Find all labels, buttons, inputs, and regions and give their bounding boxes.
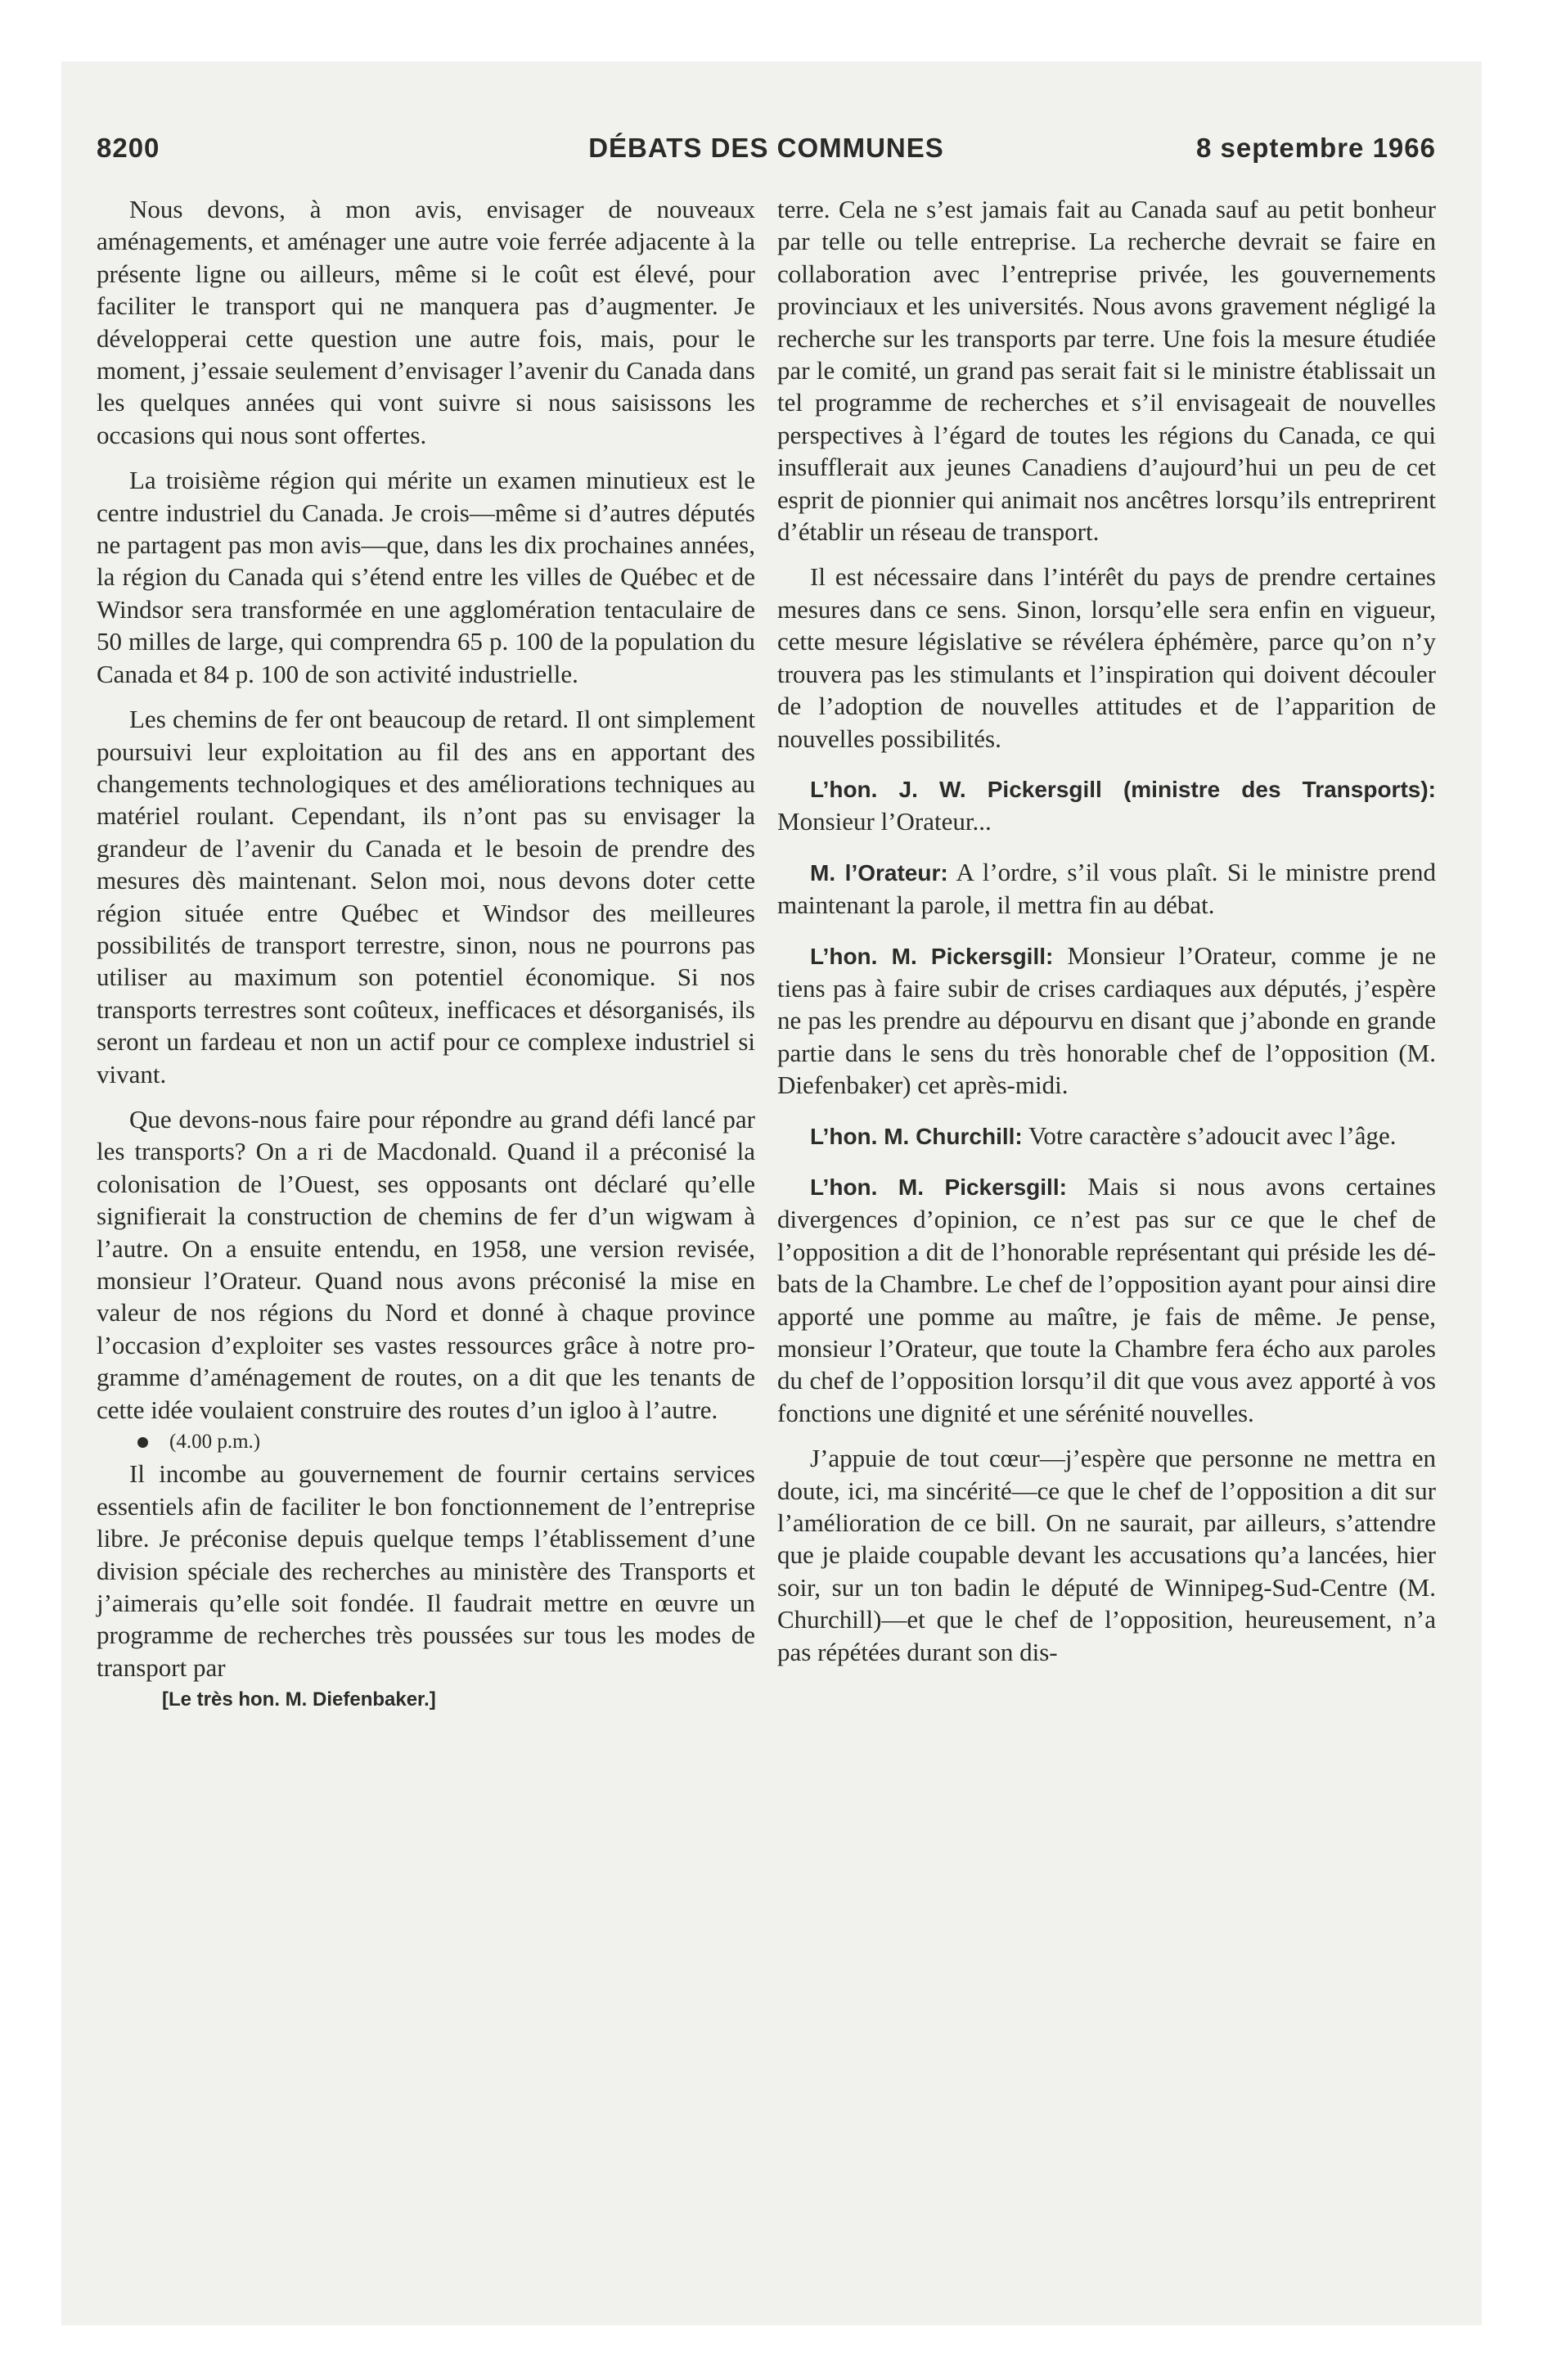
paragraph: J’appuie de tout cœur—j’espère que personne ne mettra en doute, ici, ma sincérité—ce que le chef de l’opposition a dit sur l’amélioration de ce bill. On ne saurait, par ailleurs, s’attendre que je plaide coupable devant les accusations qu’a lancées, hier soir, sur un ton badin le député de Winnipeg-Sud-Centre (M. Churchill)—et que le chef de l’opposition, heureusement, n’a pas répétées durant son dis- [777,1444,1436,1666]
speaker-name: L’hon. M. Pickersgill: [810,1174,1067,1200]
speech-text: Monsieur l’Orateur, comme je ne tiens pas à faire subir de crises cardiaques aux députés, j’espère ne pas les prendre au dépourvu en disant que j’abonde en grande partie dans le sens du très honorable chef de l’opposition (M. Diefenbaker) cet après-midi. [777,940,1437,1100]
speech [777,856,1436,922]
bullet-icon [137,1437,148,1448]
speech-text: A l’ordre, s’il vous plaît. Si le ministre prend maintenant la parole, il mettra fin au débat. [777,857,1436,920]
publication-date: 8 septembre 1966 [1195,133,1436,163]
page-number: 8200 [97,133,160,163]
paragraph: terre. Cela ne s’est jamais fait au Canada sauf au petit bonheur par telle ou telle entreprise. La recherche devrait se faire en collaboration avec l’entreprise privée, les gouvernements provinciaux et les universités. Nous avons gravement négligé la recherche sur les transports par terre. Une fois la mesure étudiée par le comité, un grand pas serait fait si le ministre établissait un tel programme de recherches et s’il envisageait de nouvelles perspectives à l’égard de toutes les régions du Canada, ce qui insufflerait aux jeunes Canadiens d’aujourd’hui un peu de cet esprit de pionnier qui animait nos ancêtres lorsqu’ils entreprirent d’établir un réseau de transport. [777,195,1436,547]
speech-text: Monsieur l’Orateur... [777,807,992,836]
paragraph: Nous devons, à mon avis, envisager de nouveaux aménagements, et aménager une autre voie ferrée adjacente à la présente ligne ou ailleurs, même si le coût est élevé, pour faciliter le transport qui ne manquera pas d’augmenter. Je développerai cette question une autre fois, mais, pour le moment, j’essaie seulement d’envisager l’avenir du Canada dans les quelques années qui vont suivre si nous saisissons les occasions qui nous sont offertes. [97,195,755,449]
speech-text: Votre caractère s’adoucit avec l’âge. [1028,1120,1397,1150]
speaker-name: M. l’Orateur: [810,859,948,886]
left-column [97,193,755,1716]
speech [777,1170,1436,1429]
speaker-name: L’hon. J. W. Pickersgill (ministre des Transports): [810,776,1436,802]
time-marker [97,1426,755,1458]
publication-title: DÉBATS DES COMMUNES [588,133,944,163]
time-label: (4.00 p.m.) [169,1431,261,1454]
paragraph: Il est nécessaire dans l’intérêt du pays de prendre certaines mesures dans ce sens. Sinon, lorsqu’elle sera enfin en vigueur, cette mesure législative se révélera éphémère, parce qu’on n’y trouvera pas les stimulants et l’inspiration qui doivent découler de l’adoption de nouvelles attitudes et de l’apparition de nouvelles possibilités. [777,562,1436,753]
speaker-name: L’hon. M. Pickersgill: [810,943,1054,969]
speaker-attribution: [Le très hon. M. Diefenbaker.] [162,1688,436,1711]
speech [777,1120,1436,1152]
paragraph: Il incombe au gouvernement de fournir certains services essentiels afin de faciliter le bon fonctionnement de l’entreprise libre. Je préconise depuis quelque temps l’établissement d’une division spéciale des recherches au ministère des Transports et j’aimerais qu’elle soit fondée. Il faudrait mettre en œuvre un programme de recherches très poussées sur tous les modes de transport par [97,1459,755,1682]
paragraph: La troisième région qui mérite un examen minutieux est le centre industriel du Canada. Je crois—même si d’autres députés ne partagent pas mon avis—que, dans les dix prochaines années, la région du Canada qui s’étend entre les villes de Québec et de Windsor sera transformée en une agglomération tentaculaire de 50 milles de large, qui comprendra 65 p. 100 de la population du Canada et 84 p. 100 de son activité industrielle. [97,466,755,688]
paragraph: Que devons-nous faire pour répondre au grand défi lancé par les transports? On a ri de Macdonald. Quand il a préconisé la colonisation de l’Ouest, ses opposants ont déclaré qu’elle signifierait la construction de chemins de fer d’un wigwam à l’autre. On a ensuite entendu, en 1958, une version revisée, monsieur l’Orateur. Quand nous avons préconisé la mise en valeur de nos régions du Nord et donné à chaque province l’occasion d’exploiter ses vastes ressources grâce à notre programme d’aménagement de routes, on a dit que les tenants de cette idée voulaient construire des routes d’un igloo à l’autre. [97,1104,755,1424]
paragraph: Les chemins de fer ont beaucoup de retard. Il ont simplement poursuivi leur exploitation au fil des ans en apportant des changements technologiques et des améliorations techniques au matériel roulant. Cependant, ils n’ont pas su envisager la grandeur de l’avenir du Canada et le besoin de prendre des mesures dès maintenant. Selon moi, nous devons doter cette région située entre Québec et Windsor des meilleures possibilités de transport terrestre, sinon, nous ne pourrons pas utiliser au maximum son potentiel économique. Si nos transports terrestres sont coûteux, inefficaces et désorganisés, ils seront un fardeau et non un actif pour ce complexe industriel si vivant. [97,705,755,1089]
speaker-name: L’hon. M. Churchill: [810,1123,1023,1149]
right-column [777,193,1436,1668]
page-header [97,133,1436,169]
speech-text: Mais si nous avons certaines divergences d’opinion, ce n’est pas sur ce que le chef de l’opposition a dit de l’honorable représentant qui préside les débats de la Chambre. Le chef de l’opposition ayant pour ainsi dire apporté une pomme au maître, je fais de même. Je pense, monsieur l’Orateur, que toute la Chambre fera écho aux paroles du chef de l’opposition lorsqu’il dit que vous avez apporté à vos fonctions une dignité et une sérénité nouvelles. [777,1171,1436,1427]
speech [777,773,1436,838]
speech [777,940,1436,1102]
